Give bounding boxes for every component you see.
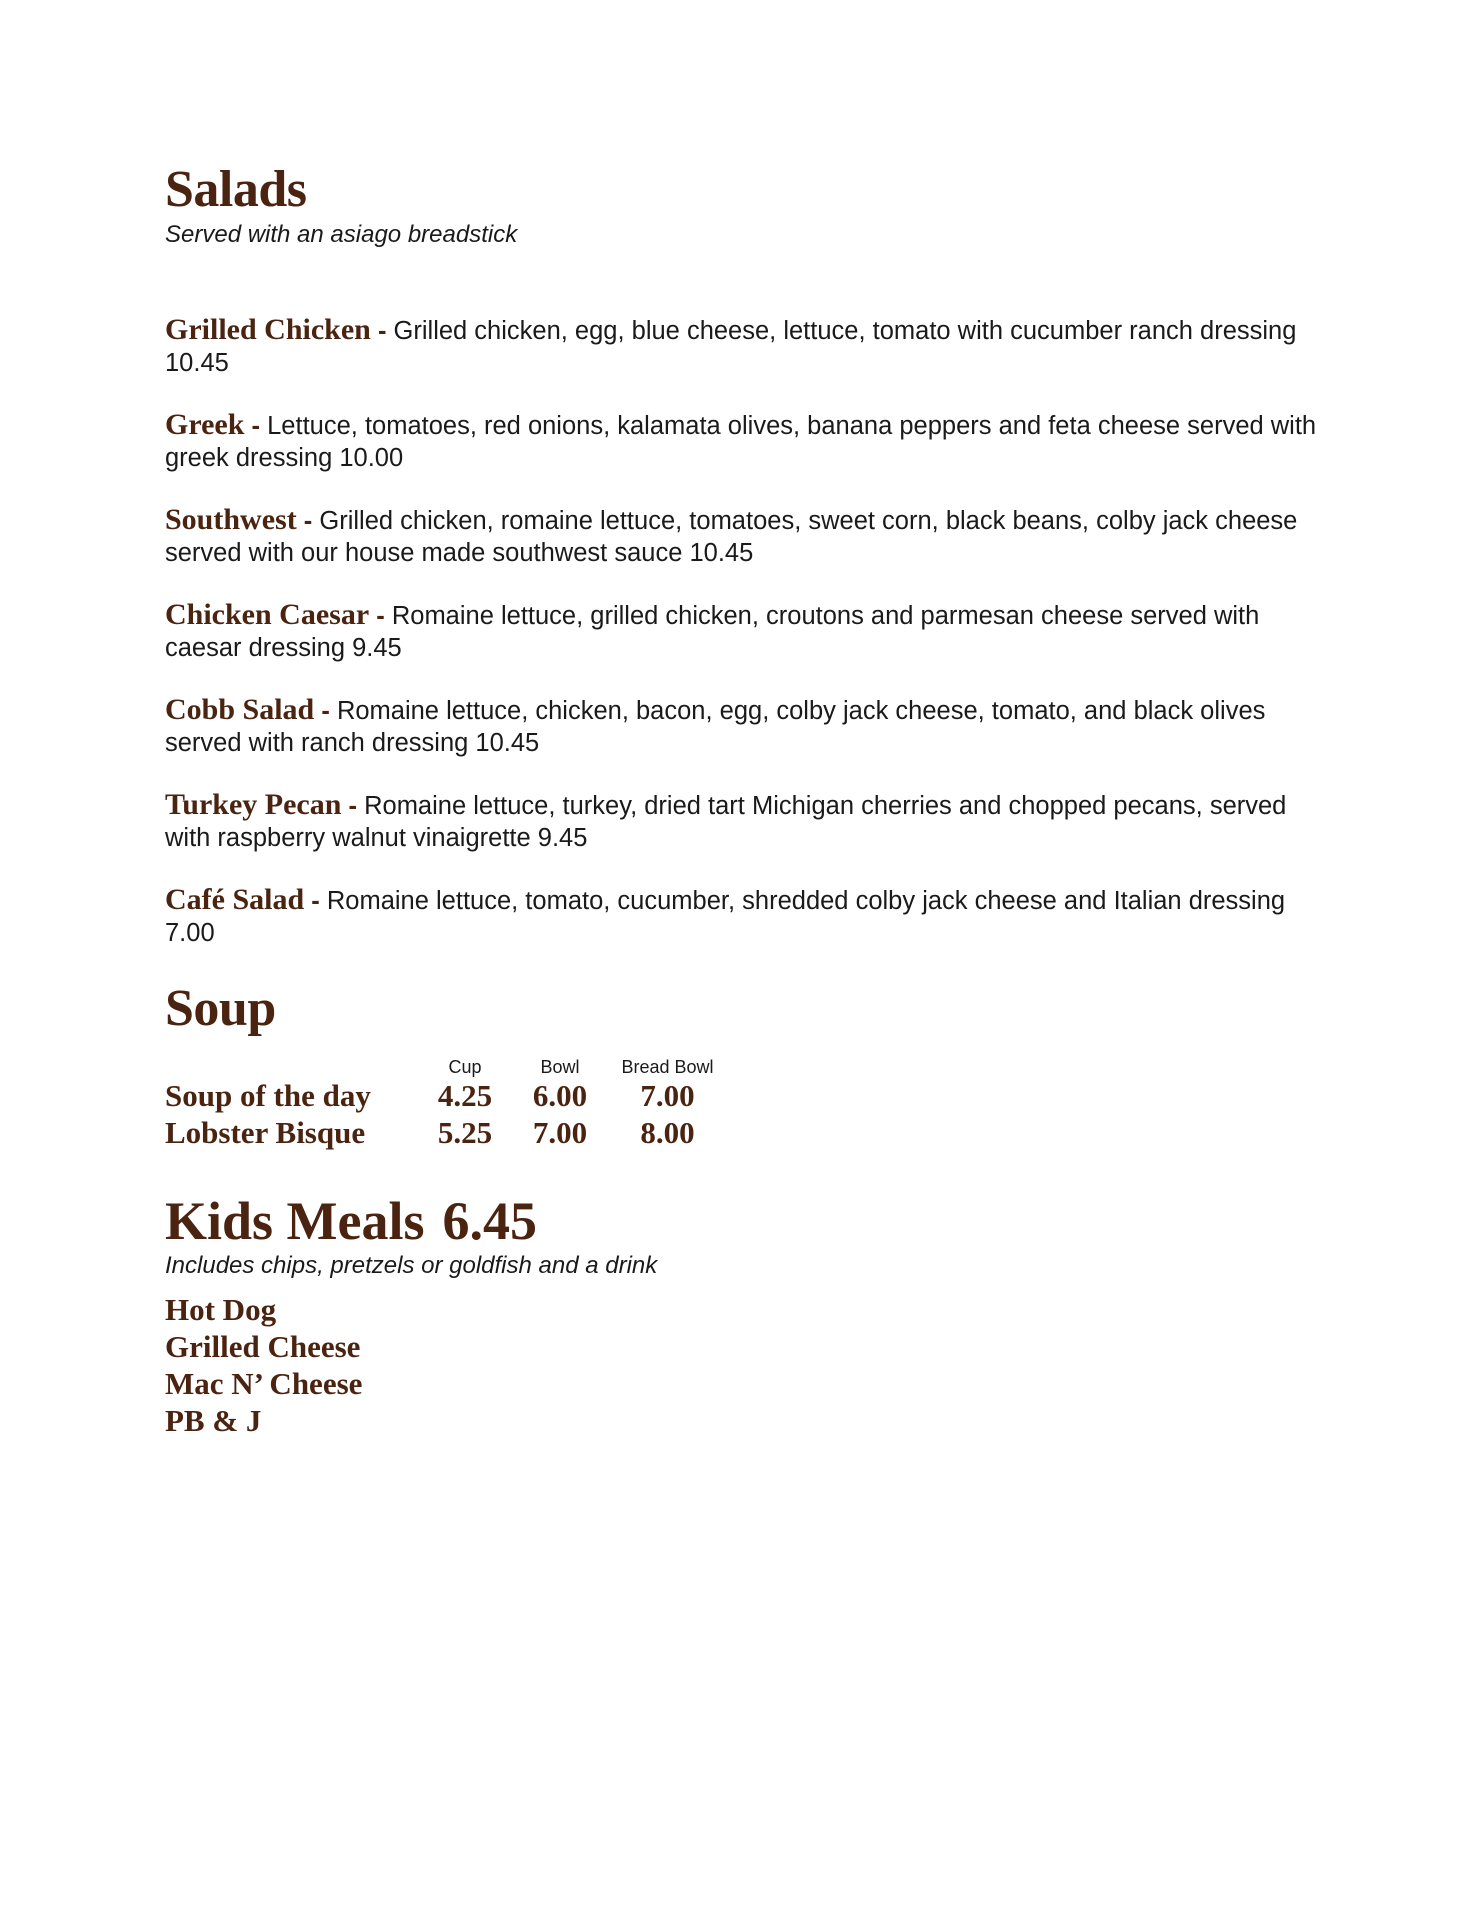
salad-price: 10.45: [165, 349, 229, 377]
salad-separator: -: [376, 602, 385, 630]
salad-description: Romaine lettuce, grilled chicken, croutons and parmesan cheese served with caesar dressing: [165, 602, 1260, 662]
salad-name: Café Salad: [165, 883, 305, 916]
kids-subtitle: Includes chips, pretzels or goldfish and a drink: [165, 1252, 658, 1279]
salad-item: [165, 314, 1335, 379]
soup-table: [165, 1057, 725, 1151]
kids-list: [165, 1291, 1345, 1439]
salad-description: Romaine lettuce, tomato, cucumber, shredded colby jack cheese and Italian dressing: [326, 887, 1286, 915]
soup-header-row: [165, 1057, 725, 1077]
salad-item: [165, 789, 1335, 854]
soup-name: Soup of the day: [165, 1078, 371, 1113]
salad-separator: -: [377, 317, 387, 345]
kids-section: [165, 1191, 1345, 1439]
soup-row: [165, 1114, 725, 1151]
kids-item: PB & J: [165, 1403, 262, 1438]
salad-price: 9.45: [537, 824, 588, 852]
salad-name: Grilled Chicken: [165, 313, 371, 346]
salad-description: Lettuce, tomatoes, red onions, kalamata olives, banana peppers and feta cheese served with greek dressing: [165, 412, 1317, 472]
soup-title: Soup: [165, 980, 276, 1037]
salad-name: Turkey Pecan: [165, 788, 342, 821]
soup-section: [165, 979, 1345, 1151]
salad-name: Cobb Salad: [165, 693, 315, 726]
soup-header-cup: Cup: [448, 1057, 482, 1077]
salad-item: [165, 504, 1335, 569]
salad-separator: -: [311, 887, 320, 915]
soup-price-bowl: 7.00: [532, 1115, 588, 1150]
kids-price: 6.45: [442, 1191, 538, 1251]
soup-price-cup: 5.25: [437, 1115, 493, 1150]
soup-name: Lobster Bisque: [165, 1115, 366, 1150]
salad-item: [165, 884, 1335, 949]
soup-row: [165, 1077, 725, 1114]
salad-description: Grilled chicken, romaine lettuce, tomatoes, sweet corn, black beans, colby jack cheese served with our house made southwest sauce: [165, 507, 1298, 567]
salad-item: [165, 694, 1335, 759]
salad-price: 10.45: [689, 539, 754, 567]
soup-price-bread-bowl: 8.00: [640, 1115, 695, 1150]
salad-name: Greek: [165, 408, 245, 441]
soup-header-blank: [165, 1057, 420, 1077]
salad-price: 10.00: [339, 444, 404, 472]
soup-price-bread-bowl: 7.00: [640, 1078, 695, 1113]
salad-name: Southwest: [165, 503, 297, 536]
kids-title: Kids Meals: [165, 1191, 425, 1251]
salad-price: 7.00: [165, 919, 215, 947]
soup-price-bowl: 6.00: [532, 1078, 588, 1113]
salads-section: [165, 160, 1345, 949]
kids-item: Grilled Cheese: [165, 1329, 361, 1364]
salad-separator: -: [303, 507, 313, 535]
salads-title: Salads: [165, 161, 307, 218]
soup-header-bread-bowl: Bread Bowl: [621, 1057, 714, 1077]
salad-price: 9.45: [352, 634, 402, 662]
salad-description: Grilled chicken, egg, blue cheese, lettuce, tomato with cucumber ranch dressing: [393, 317, 1297, 345]
menu-page: [165, 160, 1345, 1439]
kids-item: Hot Dog: [165, 1292, 277, 1327]
salad-description: Romaine lettuce, chicken, bacon, egg, colby jack cheese, tomato, and black olives served with ranch dressing: [165, 697, 1266, 757]
salad-separator: -: [348, 792, 357, 820]
soup-price-cup: 4.25: [437, 1078, 493, 1113]
salad-description: Romaine lettuce, turkey, dried tart Michigan cherries and chopped pecans, served with raspberry walnut vinaigrette: [165, 792, 1287, 852]
salad-price: 10.45: [475, 729, 540, 757]
salad-separator: -: [321, 697, 330, 725]
soup-header-bowl: Bowl: [540, 1057, 580, 1077]
salad-name: Chicken Caesar: [165, 598, 370, 631]
kids-item: Mac N’ Cheese: [165, 1366, 363, 1401]
salad-separator: -: [251, 412, 261, 440]
kids-title-line: [165, 1191, 1345, 1251]
salads-subtitle: Served with an asiago breadstick: [165, 221, 518, 248]
salad-list: [165, 314, 1345, 949]
salad-item: [165, 599, 1335, 664]
salad-item: [165, 409, 1335, 474]
